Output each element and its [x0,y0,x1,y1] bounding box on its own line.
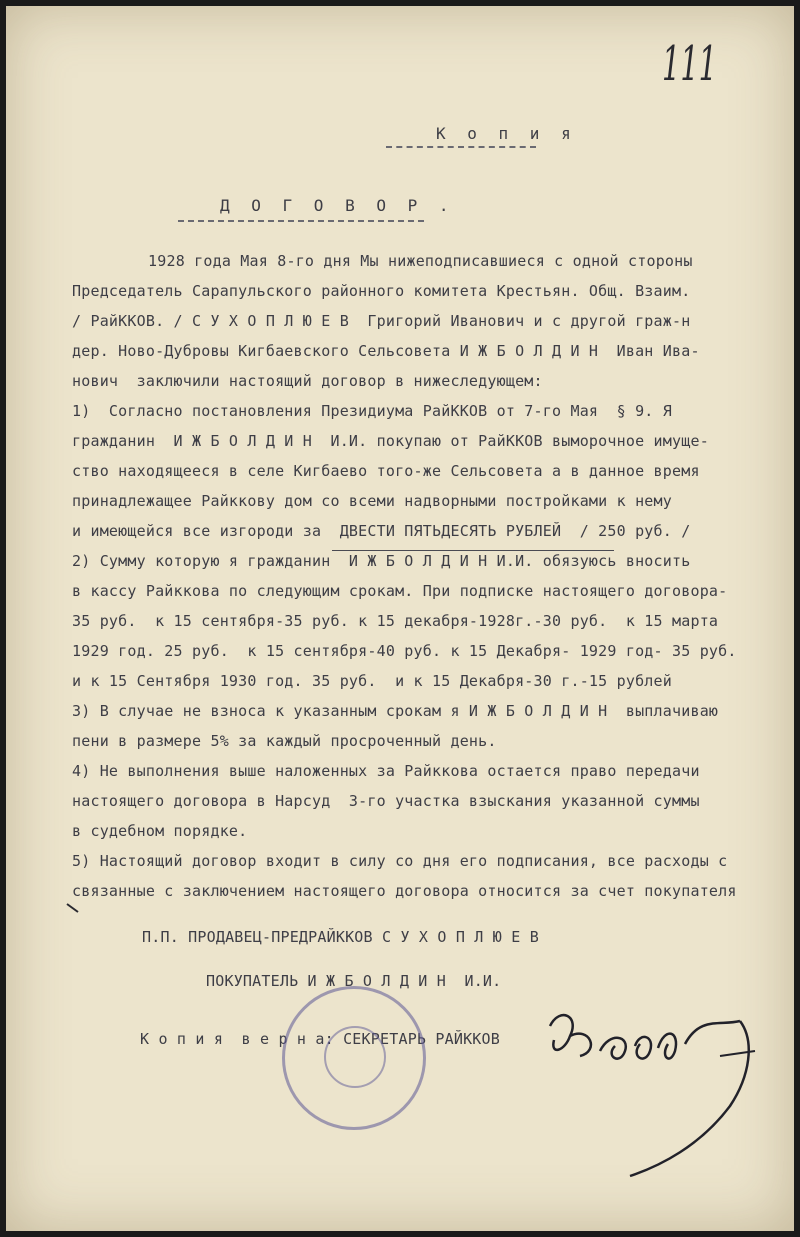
seal-inner-ring [324,1026,386,1088]
document-title: Д О Г О В О Р . [220,196,455,215]
body-line: 1929 год. 25 руб. к 15 сентября-40 руб. к 15 Декабря- 1929 год- 35 руб. [72,642,737,660]
body-line: 2) Сумму которую я гражданин И Ж Б О Л Д И Н И.И. обязуюсь вносить [72,552,691,570]
copy-heading-underline [386,146,536,148]
body-line: принадлежащее Райккову дом со всеми надворными постройками к нему [72,492,672,510]
copy-heading: К о п и я [436,124,577,143]
body-line: 4) Не выполнения выше наложенных за Райккова остается право передачи [72,762,700,780]
buyer-signature-line: ПОКУПАТЕЛЬ И Ж Б О Л Д И Н И.И. [206,972,502,990]
body-line: ство находящееся в селе Кигбаево того-же Сельсовета а в данное время [72,462,700,480]
body-line: пени в размере 5% за каждый просроченный день. [72,732,497,750]
body-line: 35 руб. к 15 сентября-35 руб. к 15 декабря-1928г.-30 руб. к 15 марта [72,612,719,630]
body-line: в судебном порядке. [72,822,248,840]
body-line: 1) Согласно постановления Президиума РайККОВ от 7-го Мая § 9. Я [72,402,672,420]
body-line: гражданин И Ж Б О Л Д И Н И.И. покупаю от РайККОВ выморочное имуще- [72,432,709,450]
document-page [6,6,794,1231]
body-line: 3) В случае не взноса к указанным срокам я И Ж Б О Л Д И Н выплачиваю [72,702,719,720]
body-line: настоящего договора в Нарсуд 3-го участка взыскания указанной суммы [72,792,700,810]
body-line: Председатель Сарапульского районного комитета Крестьян. Общ. Взаим. [72,282,691,300]
body-line: в кассу Райккова по следующим срокам. При подписке настоящего договора- [72,582,728,600]
body-line: дер. Ново-Дубровы Кигбаевского Сельсовета И Ж Б О Л Д И Н Иван Ива- [72,342,700,360]
body-line: / РайККОВ. / С У Х О П Л Ю Е В Григорий Иванович и с другой граж-н [72,312,691,330]
body-line: 5) Настоящий договор входит в силу со дня его подписания, все расходы с [72,852,728,870]
copy-certified-line: К о п и я в е р н а: СЕКРЕТАРЬ РАЙККОВ [140,1030,500,1048]
body-line: и к 15 Сентября 1930 год. 35 руб. и к 15 Декабря-30 г.-15 рублей [72,672,672,690]
amount-underline [332,550,614,551]
handwritten-signature-icon [540,996,780,1186]
archive-number: 111 [662,36,717,92]
seller-signature-line: П.П. ПРОДАВЕЦ-ПРЕДРАЙККОВ С У Х О П Л Ю Е В [142,928,539,946]
body-line: 1928 года Мая 8-го дня Мы нижеподписавшиеся с одной стороны [148,252,693,270]
body-line: и имеющейся все изгороди за ДВЕСТИ ПЯТЬДЕСЯТЬ РУБЛЕЙ / 250 руб. / [72,522,691,540]
margin-mark-icon [66,902,80,914]
body-line: нович заключили настоящий договор в нижеследующем: [72,372,543,390]
title-underline [178,220,424,222]
body-line: связанные с заключением настоящего договора относится за счет покупателя [72,882,737,900]
